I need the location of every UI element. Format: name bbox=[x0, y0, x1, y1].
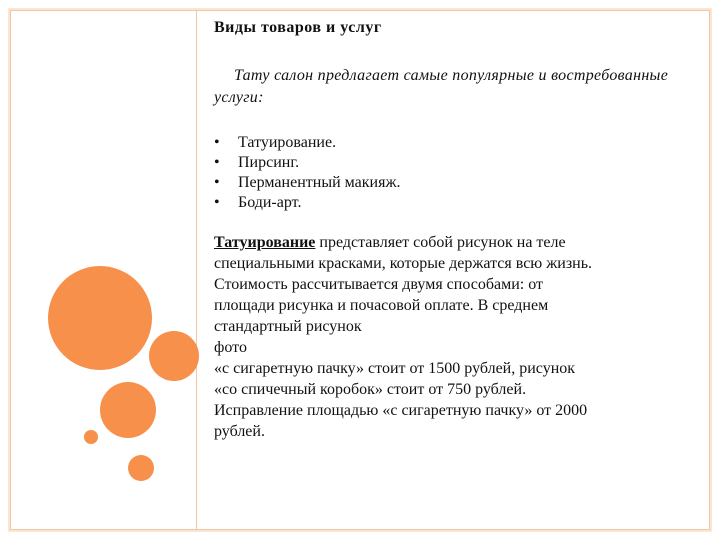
description-line: фото bbox=[214, 339, 247, 356]
description-line: специальными красками, которые держатся всю жизнь. bbox=[214, 255, 593, 272]
description-line-first bbox=[214, 232, 704, 253]
decorative-circle-large bbox=[48, 266, 152, 370]
decorative-circle-medium-lower bbox=[100, 382, 156, 438]
description-term: Татуирование bbox=[214, 234, 316, 251]
services-list bbox=[214, 133, 704, 213]
description-line: площади рисунка и почасовой оплате. В среднем bbox=[214, 297, 549, 314]
list-item: • Перманентный макияж. bbox=[214, 173, 704, 193]
slide-content bbox=[214, 19, 704, 442]
description-line: «со спичечный коробок» стоит от 750 рублей. bbox=[214, 381, 527, 398]
slide-title: Виды товаров и услуг bbox=[214, 19, 382, 36]
decorative-circle-medium bbox=[149, 331, 199, 381]
tattoo-description bbox=[214, 232, 704, 442]
slide-divider-line bbox=[196, 10, 197, 530]
description-line: стандартный рисунок bbox=[214, 318, 362, 335]
decorative-circle-small bbox=[128, 455, 154, 481]
intro-text: Тату салон предлагает самые популярные и востребованные услуги: bbox=[214, 67, 669, 106]
decorative-circle-tiny bbox=[84, 430, 98, 444]
description-line: Исправление площадью «с сигаретную пачку» от 2000 bbox=[214, 402, 588, 419]
description-line: «с сигаретную пачку» стоит от 1500 рублей, рисунок bbox=[214, 360, 576, 377]
list-item: • Татуирование. bbox=[214, 133, 704, 153]
list-item: • Боди-арт. bbox=[214, 193, 704, 213]
description-line: представляет собой рисунок на теле bbox=[315, 234, 566, 251]
description-line: Стоимость рассчитывается двумя способами: от bbox=[214, 276, 543, 293]
list-item: • Пирсинг. bbox=[214, 153, 704, 173]
description-line: рублей. bbox=[214, 423, 265, 440]
